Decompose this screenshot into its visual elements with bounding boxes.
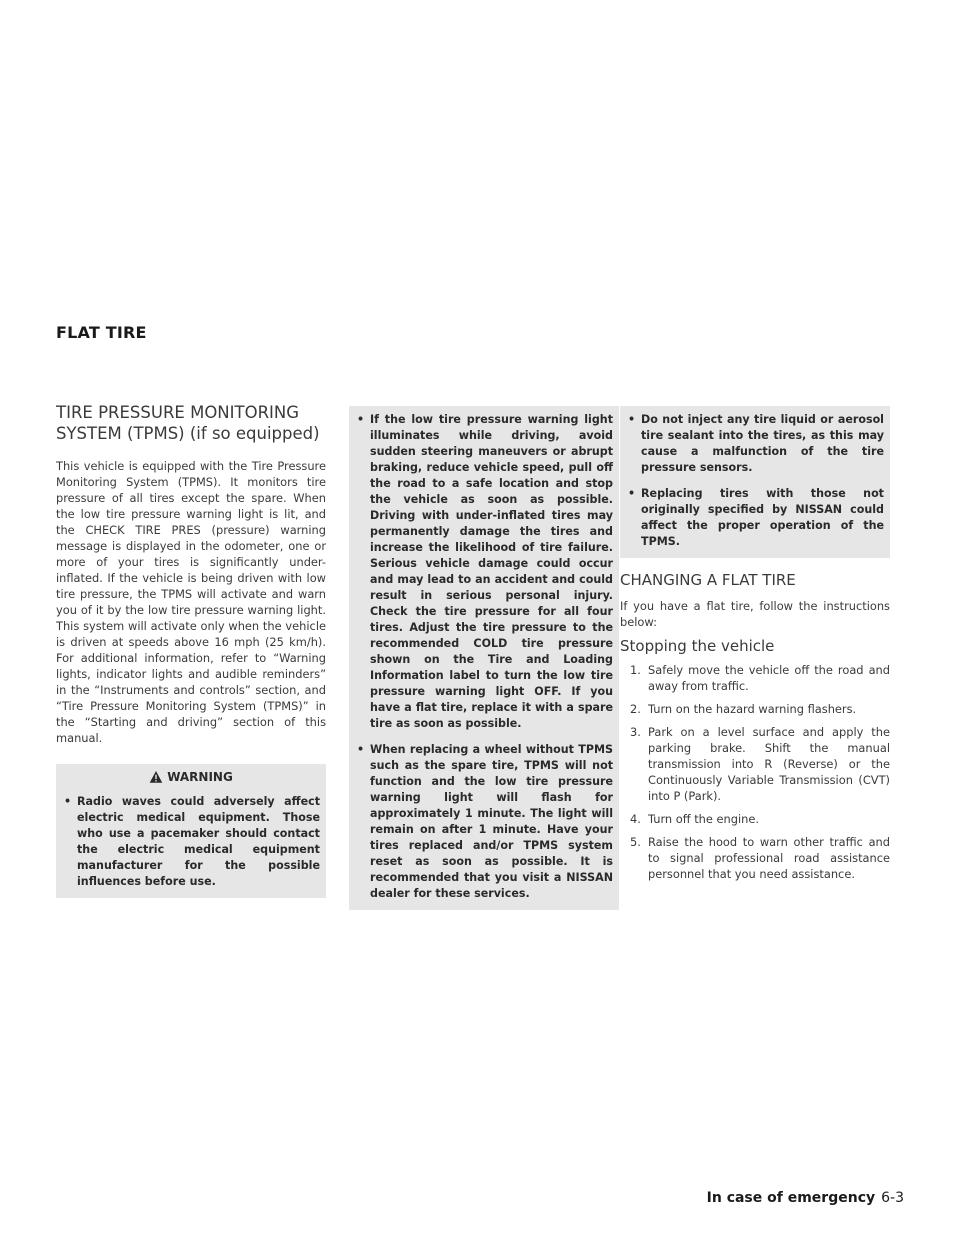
warning-item: • Do not inject any tire liquid or aerosol tire sealant into the tires, as this may cause a malfunction of the tire pressure sensors. xyxy=(626,412,884,476)
stopping-subheading: Stopping the vehicle xyxy=(620,637,775,655)
footer-section-name: In case of emergency xyxy=(706,1190,876,1206)
column-middle xyxy=(349,406,619,910)
step-item xyxy=(620,701,890,717)
warning-list-part1 xyxy=(62,794,320,890)
steps-list xyxy=(620,662,890,882)
warning-item: • If the low tire pressure warning light illuminates while driving, avoid sudden steering maneuvers or abrupt braking, reduce vehicle speed, pull off the road to a safe location and stop the vehicle as soon as possible. Driving with under-inflated tires may permanently damage the tires and increase the likelihood of tire failure. Serious vehicle damage could occur and may lead to an accident and could result in serious personal injury. Check the tire pressure for all four tires. Adjust the tire pressure to the recommended COLD tire pressure shown on the Tire and Loading Information label to turn the low tire pressure warning light OFF. If you have a flat tire, replace it with a spare tire as soon as possible. xyxy=(355,412,613,732)
step-text: Safely move the vehicle off the road and away from traffic. xyxy=(648,663,890,693)
tpms-body: This vehicle is equipped with the Tire Pressure Monitoring System (TPMS). It monitors tire pressure of all tires except the spare. When the low tire pressure warning light is lit, and the CHECK TIRE PRES (pressure) warning message is displayed in the odometer, one or more of your tires is significantly under-inflated. If the vehicle is being driven with low tire pressure, the TPMS will activate and warn you of it by the low tire pressure warning light. This system will activate only when the vehicle is driven at speeds above 16 mph (25 km/h). For additional information, refer to “Warning lights, indicator lights and audible reminders” in the “Instruments and controls” section, and “Tire Pressure Monitoring System (TPMS)” in the “Starting and driving” section of this manual. xyxy=(56,459,326,745)
section-title: FLAT TIRE xyxy=(56,323,147,342)
warning-list-part3 xyxy=(626,412,884,550)
step-text: Turn on the hazard warning flashers. xyxy=(648,702,857,716)
warning-triangle-icon xyxy=(149,770,163,784)
warning-label: WARNING xyxy=(167,770,233,784)
tpms-heading xyxy=(56,402,326,444)
warning-item: • When replacing a wheel without TPMS such as the spare tire, TPMS will not function and the low tire pressure warning light will flash for approximately 1 minute. The light will remain on after 1 minute. Have your tires replaced and/or TPMS system reset as soon as possible. It is recommended that you visit a NISSAN dealer for these services. xyxy=(355,742,613,902)
column-right xyxy=(620,406,890,889)
step-text: Raise the hood to warn other traffic and to signal professional road assistance personnel that you need assistance. xyxy=(648,835,890,881)
changing-intro: If you have a flat tire, follow the instructions below: xyxy=(620,599,890,629)
step-number: 4. xyxy=(630,812,641,826)
tpms-heading-line1: TIRE PRESSURE MONITORING xyxy=(56,403,300,422)
column-left xyxy=(56,402,326,898)
changing-heading: CHANGING A FLAT TIRE xyxy=(620,571,796,589)
warning-box-continued xyxy=(349,406,619,910)
page-number: 6-3 xyxy=(881,1190,904,1206)
warning-header xyxy=(62,764,320,790)
step-number: 5. xyxy=(630,835,641,849)
step-text: Park on a level surface and apply the parking brake. Shift the manual transmission into R (Reverse) or the Continuously Variable Transmission (CVT) into P (Park). xyxy=(648,725,890,803)
step-number: 2. xyxy=(630,702,641,716)
step-text: Turn off the engine. xyxy=(648,812,759,826)
step-item xyxy=(620,834,890,882)
step-item xyxy=(620,811,890,827)
warning-box xyxy=(56,764,326,898)
warning-box-continued xyxy=(620,406,890,558)
warning-list-part2 xyxy=(355,412,613,902)
step-item xyxy=(620,662,890,694)
step-number: 1. xyxy=(630,663,641,677)
warning-item: • Replacing tires with those not originally specified by NISSAN could affect the proper operation of the TPMS. xyxy=(626,486,884,550)
step-number: 3. xyxy=(630,725,641,739)
warning-item: • Radio waves could adversely affect electric medical equipment. Those who use a pacemaker should contact the electric medical equipment manufacturer for the possible influences before use. xyxy=(62,794,320,890)
tpms-heading-line2: SYSTEM (TPMS) (if so equipped) xyxy=(56,424,320,443)
step-item xyxy=(620,724,890,804)
page-footer xyxy=(707,1190,904,1206)
